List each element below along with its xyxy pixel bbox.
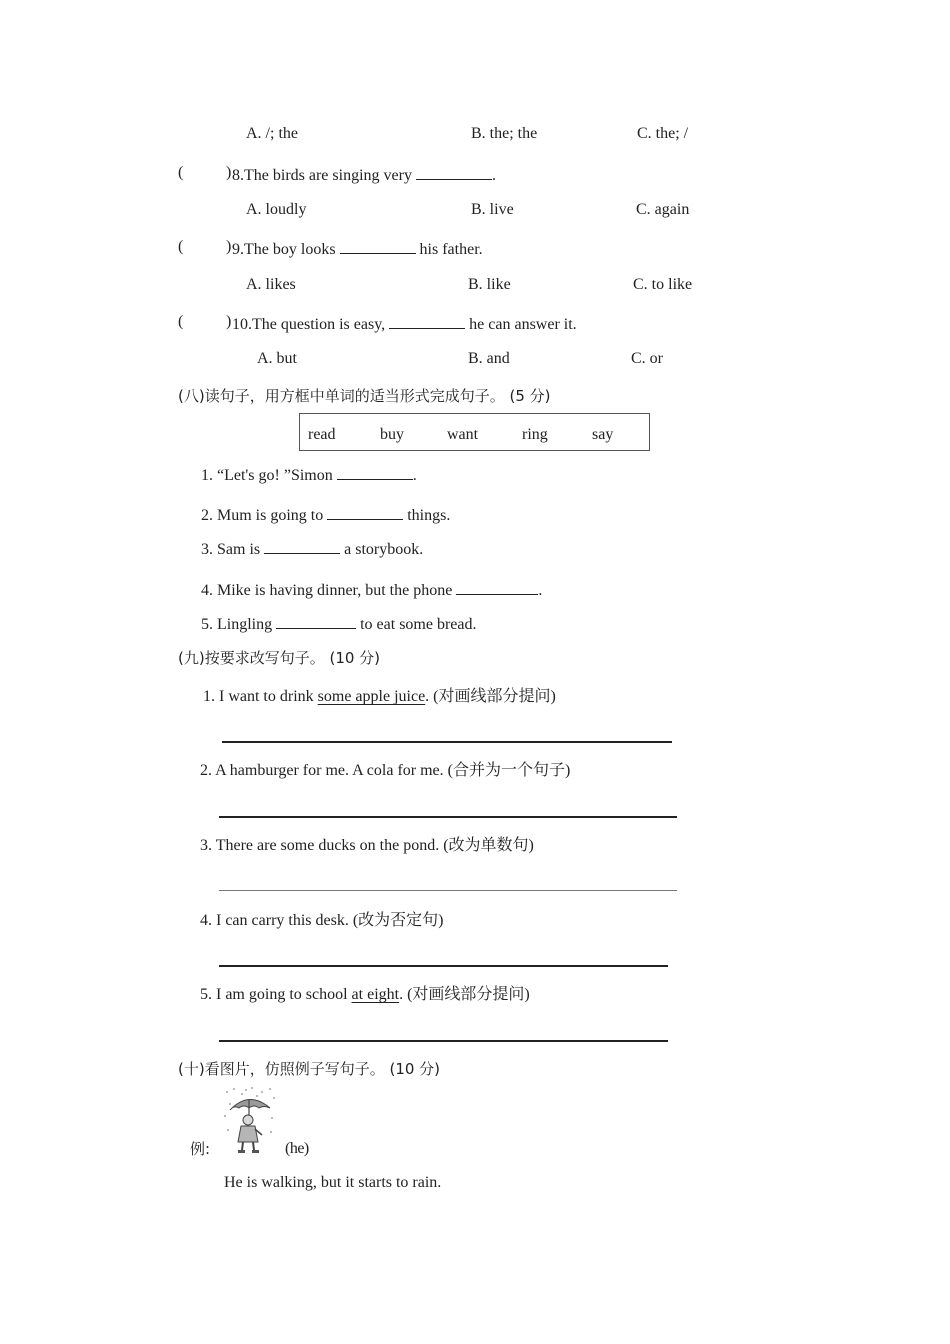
section8-heading: (八)读句子，用方框中单词的适当形式完成句子。 (5 分) (178, 387, 551, 405)
word-box-item-say: say (592, 426, 614, 443)
section9-item-2: 2. A hamburger for me. A cola for me. (合并为一个句子) (200, 762, 571, 779)
section8-item-5-end: to eat some bread. (356, 616, 477, 633)
q8-stem (232, 164, 496, 186)
q10-number: 10. (232, 316, 252, 333)
answer-line-4[interactable] (219, 965, 668, 967)
section8-item-1-text: 1. “Let's go! ”Simon (201, 467, 337, 484)
q8-paren-open: ( (178, 164, 184, 181)
section9-item-1 (203, 687, 556, 707)
answer-line-5[interactable] (219, 1040, 668, 1042)
section9-item-1-text: 1. I want to drink (203, 688, 318, 705)
q9-number: 9. (232, 241, 244, 258)
q8-blank[interactable] (416, 164, 492, 180)
q10-option-b: B. and (468, 350, 510, 367)
q10-paren-close: ) (226, 313, 232, 330)
answer-line-1[interactable] (222, 741, 672, 743)
q9-paren-open: ( (178, 238, 184, 255)
section9-item-1-underlined: some apple juice (317, 688, 426, 705)
q10-option-c: C. or (631, 350, 663, 367)
section9-item-4: 4. I can carry this desk. (改为否定句) (200, 912, 444, 929)
q8-text-before: The birds are singing very (244, 167, 416, 184)
section8-item-4-text: 4. Mike is having dinner, but the phone (201, 582, 457, 599)
q10-option-a: A. but (257, 350, 297, 367)
section8-item-1-end: . (412, 467, 417, 484)
example-subject: (he) (285, 1140, 309, 1157)
q10-text-before: The question is easy, (252, 316, 390, 333)
q8-number: 8. (232, 167, 244, 184)
section8-item-1 (201, 464, 417, 486)
q7-option-a: A. /; the (246, 125, 298, 142)
q10-stem (232, 313, 577, 335)
section8-item-2-blank[interactable] (327, 504, 403, 520)
section8-item-3 (201, 538, 423, 560)
rain-umbrella-illustration (222, 1086, 278, 1156)
word-box-item-want: want (447, 426, 479, 443)
section8-item-2 (201, 504, 450, 526)
word-box (299, 413, 650, 451)
person-body (238, 1126, 258, 1142)
word-box-item-buy: buy (380, 426, 404, 443)
q9-blank[interactable] (340, 238, 416, 254)
answer-line-2[interactable] (219, 816, 677, 818)
section8-item-5-text: 5. Lingling (201, 616, 277, 633)
section8-item-3-text: 3. Sam is (201, 541, 265, 558)
section9-item-1-instruction: . (对画线部分提问) (425, 688, 556, 705)
q7-option-b: B. the; the (471, 125, 538, 142)
q9-stem (232, 238, 483, 260)
q7-option-c: C. the; / (637, 125, 689, 142)
q9-text-after: his father. (415, 241, 483, 258)
section9-item-5-instruction: . (对画线部分提问) (399, 986, 530, 1003)
q9-text-before: The boy looks (244, 241, 340, 258)
example-label: 例: (190, 1140, 211, 1158)
section8-item-5-blank[interactable] (276, 613, 356, 629)
section8-item-3-blank[interactable] (264, 538, 340, 554)
umbrella-canopy (230, 1099, 270, 1110)
section10-heading: (十)看图片，仿照例子写句子。 (10 分) (178, 1060, 441, 1078)
section9-item-5-underlined: at eight (351, 986, 400, 1003)
section9-item-5 (200, 985, 530, 1005)
word-box-item-ring: ring (522, 426, 548, 443)
person-legs (242, 1142, 254, 1150)
q10-blank[interactable] (389, 313, 465, 329)
example-sentence: He is walking, but it starts to rain. (224, 1174, 442, 1191)
section9-item-5-text: 5. I am going to school (200, 986, 352, 1003)
section9-heading: (九)按要求改写句子。 (10 分) (178, 649, 381, 667)
section8-item-4-blank[interactable] (456, 579, 538, 595)
answer-line-3[interactable] (219, 890, 677, 891)
q8-paren-close: ) (226, 164, 232, 181)
q8-option-b: B. live (471, 201, 514, 218)
q10-paren-open: ( (178, 313, 184, 330)
q9-option-c: C. to like (633, 276, 693, 293)
section8-item-3-end: a storybook. (340, 541, 424, 558)
section9-item-3: 3. There are some ducks on the pond. (改为单数句) (200, 837, 534, 854)
section8-item-2-text: 2. Mum is going to (201, 507, 328, 524)
section8-item-5 (201, 613, 477, 635)
word-box-item-read: read (308, 426, 336, 443)
q9-paren-close: ) (226, 238, 232, 255)
q8-option-c: C. again (636, 201, 690, 218)
person-head (243, 1115, 253, 1125)
q9-option-a: A. likes (246, 276, 296, 293)
section8-item-1-blank[interactable] (337, 464, 413, 480)
q8-text-after: . (491, 167, 496, 184)
q10-text-after: he can answer it. (465, 316, 577, 333)
section8-item-4 (201, 579, 542, 601)
section8-item-4-end: . (538, 582, 543, 599)
q9-option-b: B. like (468, 276, 511, 293)
q8-option-a: A. loudly (246, 201, 307, 218)
person-boots (238, 1150, 259, 1153)
section8-item-2-end: things. (403, 507, 451, 524)
